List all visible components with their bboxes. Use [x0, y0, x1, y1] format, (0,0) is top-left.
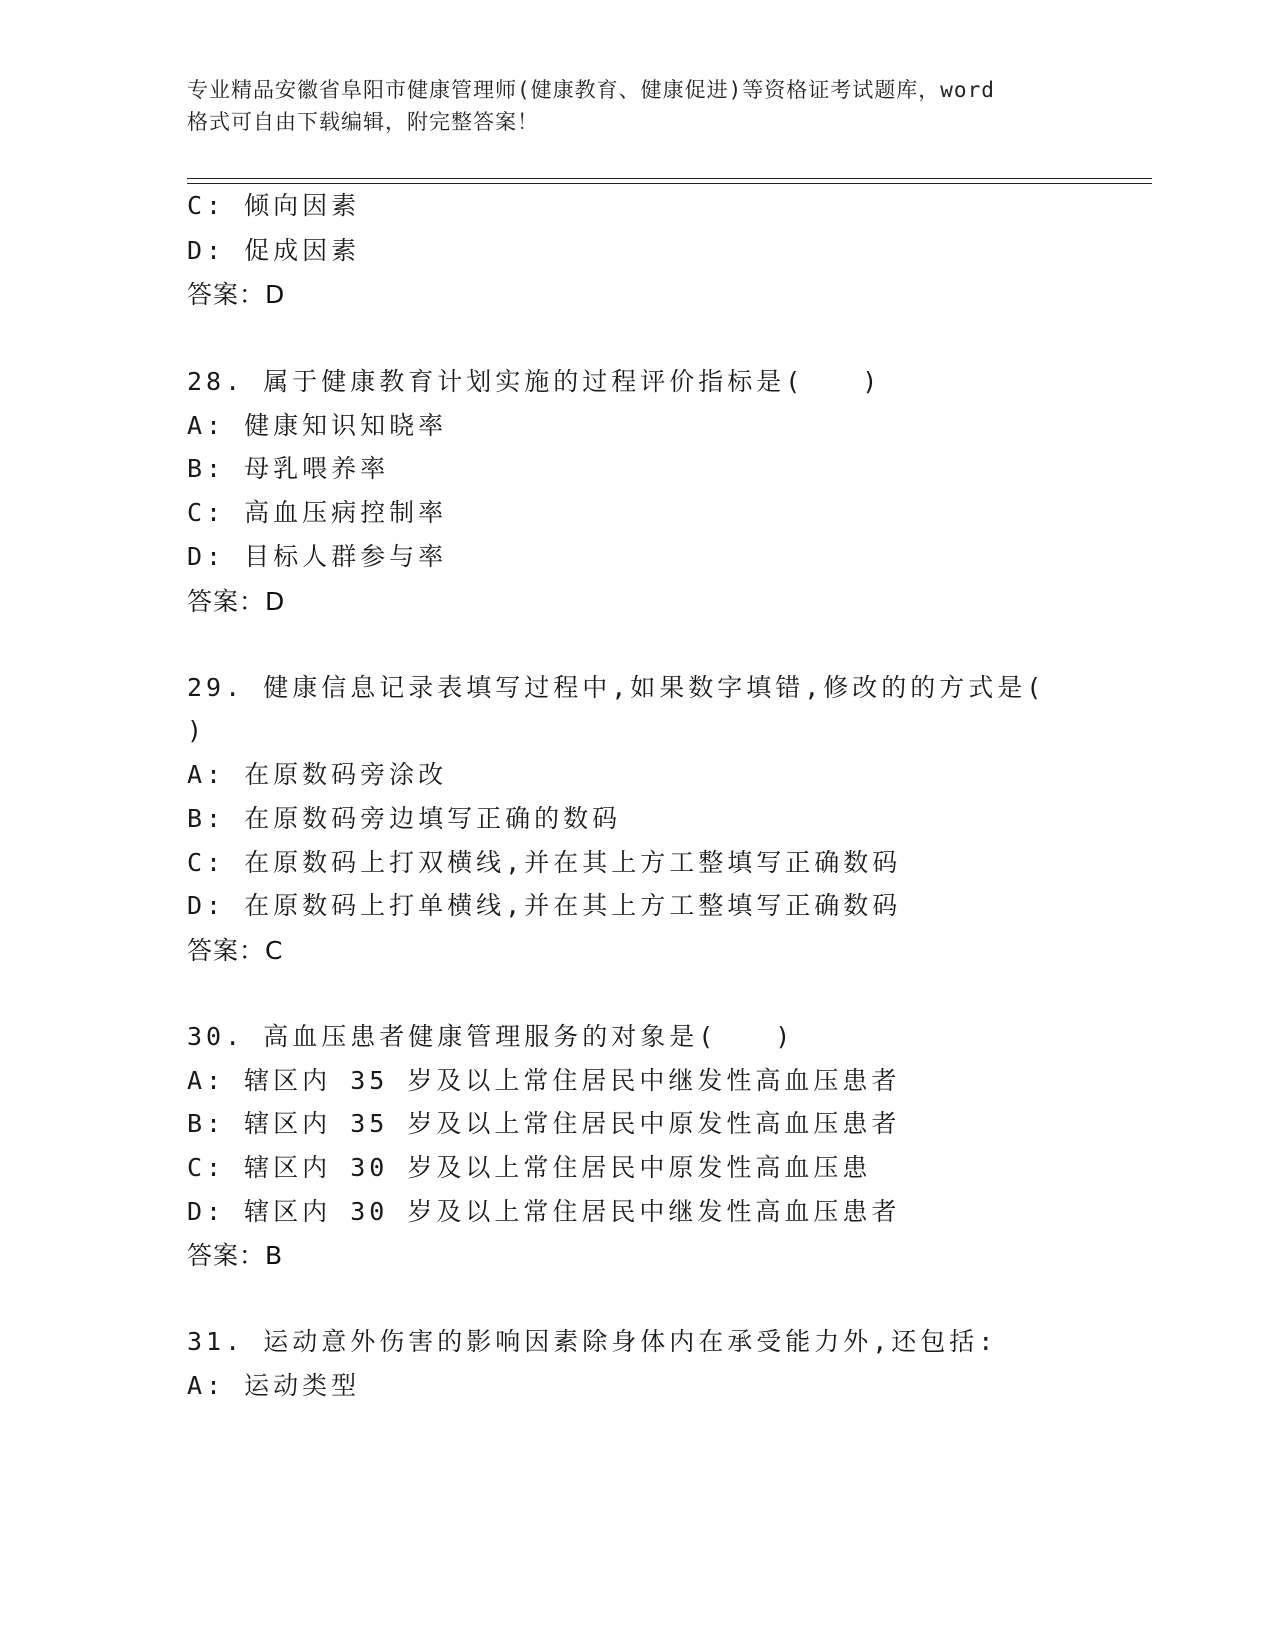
question-31: 31. 运动意外伤害的影响因素除身体内在承受能力外,还包括:	[187, 1327, 998, 1356]
question-29: 29. 健康信息记录表填写过程中,如果数字填错,修改的的方式是(	[187, 673, 1046, 702]
question-30-option-b: B: 辖区内 35 岁及以上常住居民中原发性高血压患者	[187, 1109, 901, 1138]
question-28-option-d: D: 目标人群参与率	[187, 542, 448, 571]
question-30-answer: 答案：B	[187, 1241, 284, 1270]
option-c: C: 倾向因素	[187, 191, 361, 220]
header-divider-bottom	[187, 183, 1152, 184]
answer-line: 答案：D	[187, 280, 286, 309]
header-line-1: 专业精品安徽省阜阳市健康管理师(健康教育、健康促进)等资格证考试题库，word	[187, 78, 995, 102]
question-29-option-b: B: 在原数码旁边填写正确的数码	[187, 804, 622, 833]
question-30-option-d: D: 辖区内 30 岁及以上常住居民中继发性高血压患者	[187, 1197, 901, 1226]
question-30: 30. 高血压患者健康管理服务的对象是( )	[187, 1022, 795, 1051]
question-29-option-a: A: 在原数码旁涂改	[187, 760, 448, 789]
question-29-option-c: C: 在原数码上打双横线,并在其上方工整填写正确数码	[187, 848, 902, 877]
question-28-option-a: A: 健康知识知晓率	[187, 411, 448, 440]
option-d: D: 促成因素	[187, 236, 361, 265]
header-divider-top	[187, 178, 1152, 179]
header-note	[187, 74, 1087, 138]
question-29-continued: )	[187, 716, 207, 745]
question-28-answer: 答案：D	[187, 587, 286, 616]
question-30-option-a: A: 辖区内 35 岁及以上常住居民中继发性高血压患者	[187, 1066, 901, 1095]
question-29-option-d: D: 在原数码上打单横线,并在其上方工整填写正确数码	[187, 891, 902, 920]
question-30-option-c: C: 辖区内 30 岁及以上常住居民中原发性高血压患	[187, 1153, 872, 1182]
header-line-2: 格式可自由下载编辑，附完整答案！	[187, 110, 539, 134]
question-31-option-a: A: 运动类型	[187, 1371, 361, 1400]
question-28: 28. 属于健康教育计划实施的过程评价指标是( )	[187, 367, 882, 396]
question-29-answer: 答案：C	[187, 936, 284, 965]
question-28-option-c: C: 高血压病控制率	[187, 498, 448, 527]
question-28-option-b: B: 母乳喂养率	[187, 454, 390, 483]
